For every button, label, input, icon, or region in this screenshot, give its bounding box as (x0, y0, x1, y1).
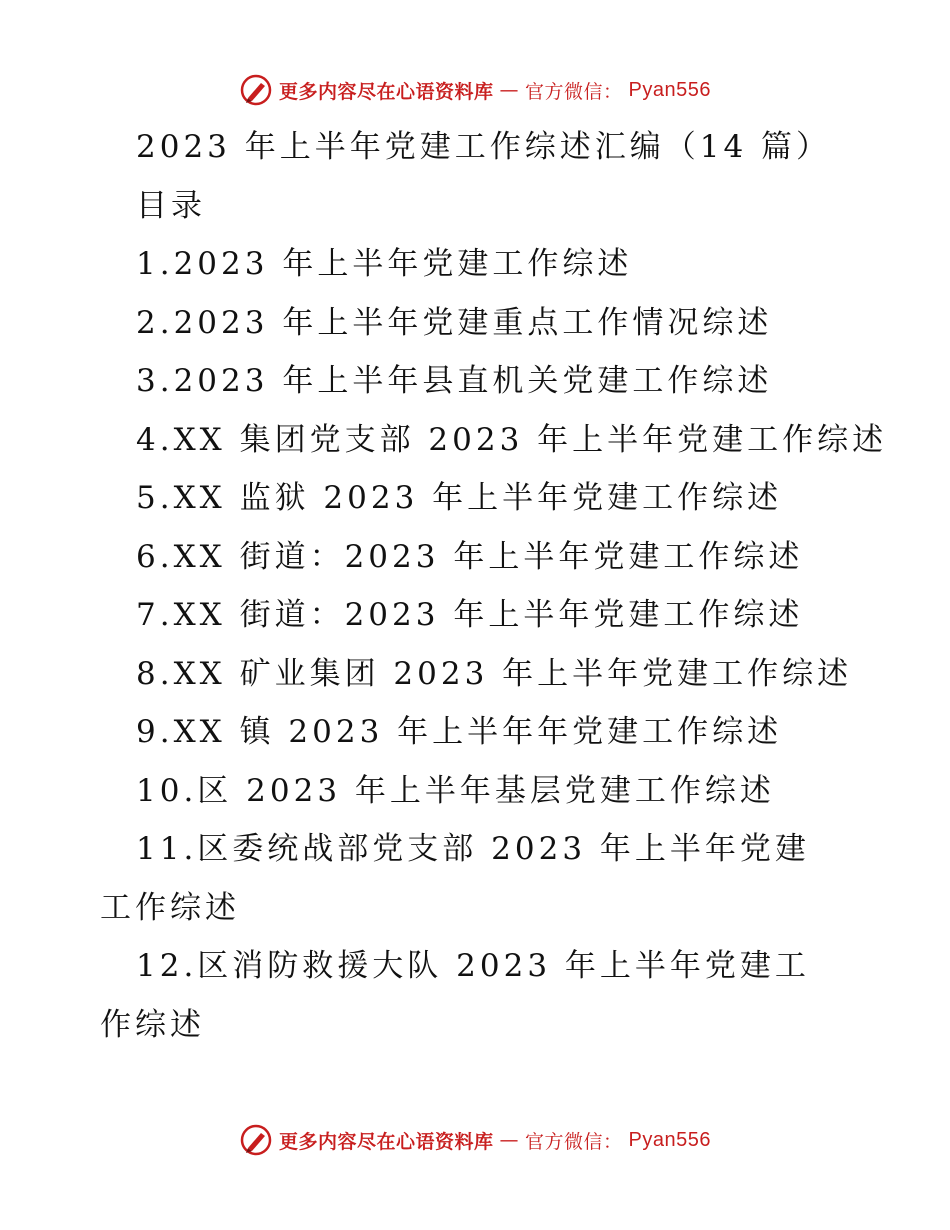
watermark-separator: — (499, 1129, 520, 1151)
watermark-separator: — (499, 79, 520, 101)
footer-watermark (0, 1120, 950, 1160)
watermark-sub-text: 官方微信： (525, 80, 623, 103)
toc-item: 4.XX 集团党支部 2023 年上半年党建工作综述 (136, 421, 888, 458)
document-body (100, 118, 888, 1054)
toc-item: 9.XX 镇 2023 年上半年年党建工作综述 (136, 714, 783, 750)
toc-heading: 目录 (136, 187, 206, 224)
toc-item: 11.区委统战部党支部 2023 年上半年党建工作综述 (100, 831, 810, 926)
toc-item: 8.XX 矿业集团 2023 年上半年党建工作综述 (136, 655, 853, 692)
toc-item: 10.区 2023 年上半年基层党建工作综述 (136, 772, 775, 809)
watermark-main-text: 更多内容尽在心语资料库 (279, 80, 494, 103)
toc-item: 12.区消防救援大队 2023 年上半年党建工作综述 (100, 948, 810, 1043)
document-title: 2023 年上半年党建工作综述汇编（14 篇） (136, 129, 832, 165)
header-watermark (0, 70, 950, 110)
watermark-id: Pyan556 (628, 78, 711, 101)
watermark-sub-text: 官方微信： (525, 1130, 623, 1153)
pen-logo-icon (239, 73, 273, 107)
watermark-id: Pyan556 (628, 1128, 711, 1151)
toc-item: 6.XX 街道：2023 年上半年党建工作综述 (136, 538, 804, 575)
toc-item: 2.2023 年上半年党建重点工作情况综述 (136, 304, 773, 341)
watermark-main-text: 更多内容尽在心语资料库 (279, 1130, 494, 1153)
toc-item: 1.2023 年上半年党建工作综述 (136, 246, 633, 282)
pen-logo-icon (239, 1123, 273, 1157)
toc-item: 5.XX 监狱 2023 年上半年党建工作综述 (136, 480, 783, 516)
toc-item: 7.XX 街道：2023 年上半年党建工作综述 (136, 597, 804, 633)
toc-item: 3.2023 年上半年县直机关党建工作综述 (136, 363, 773, 399)
